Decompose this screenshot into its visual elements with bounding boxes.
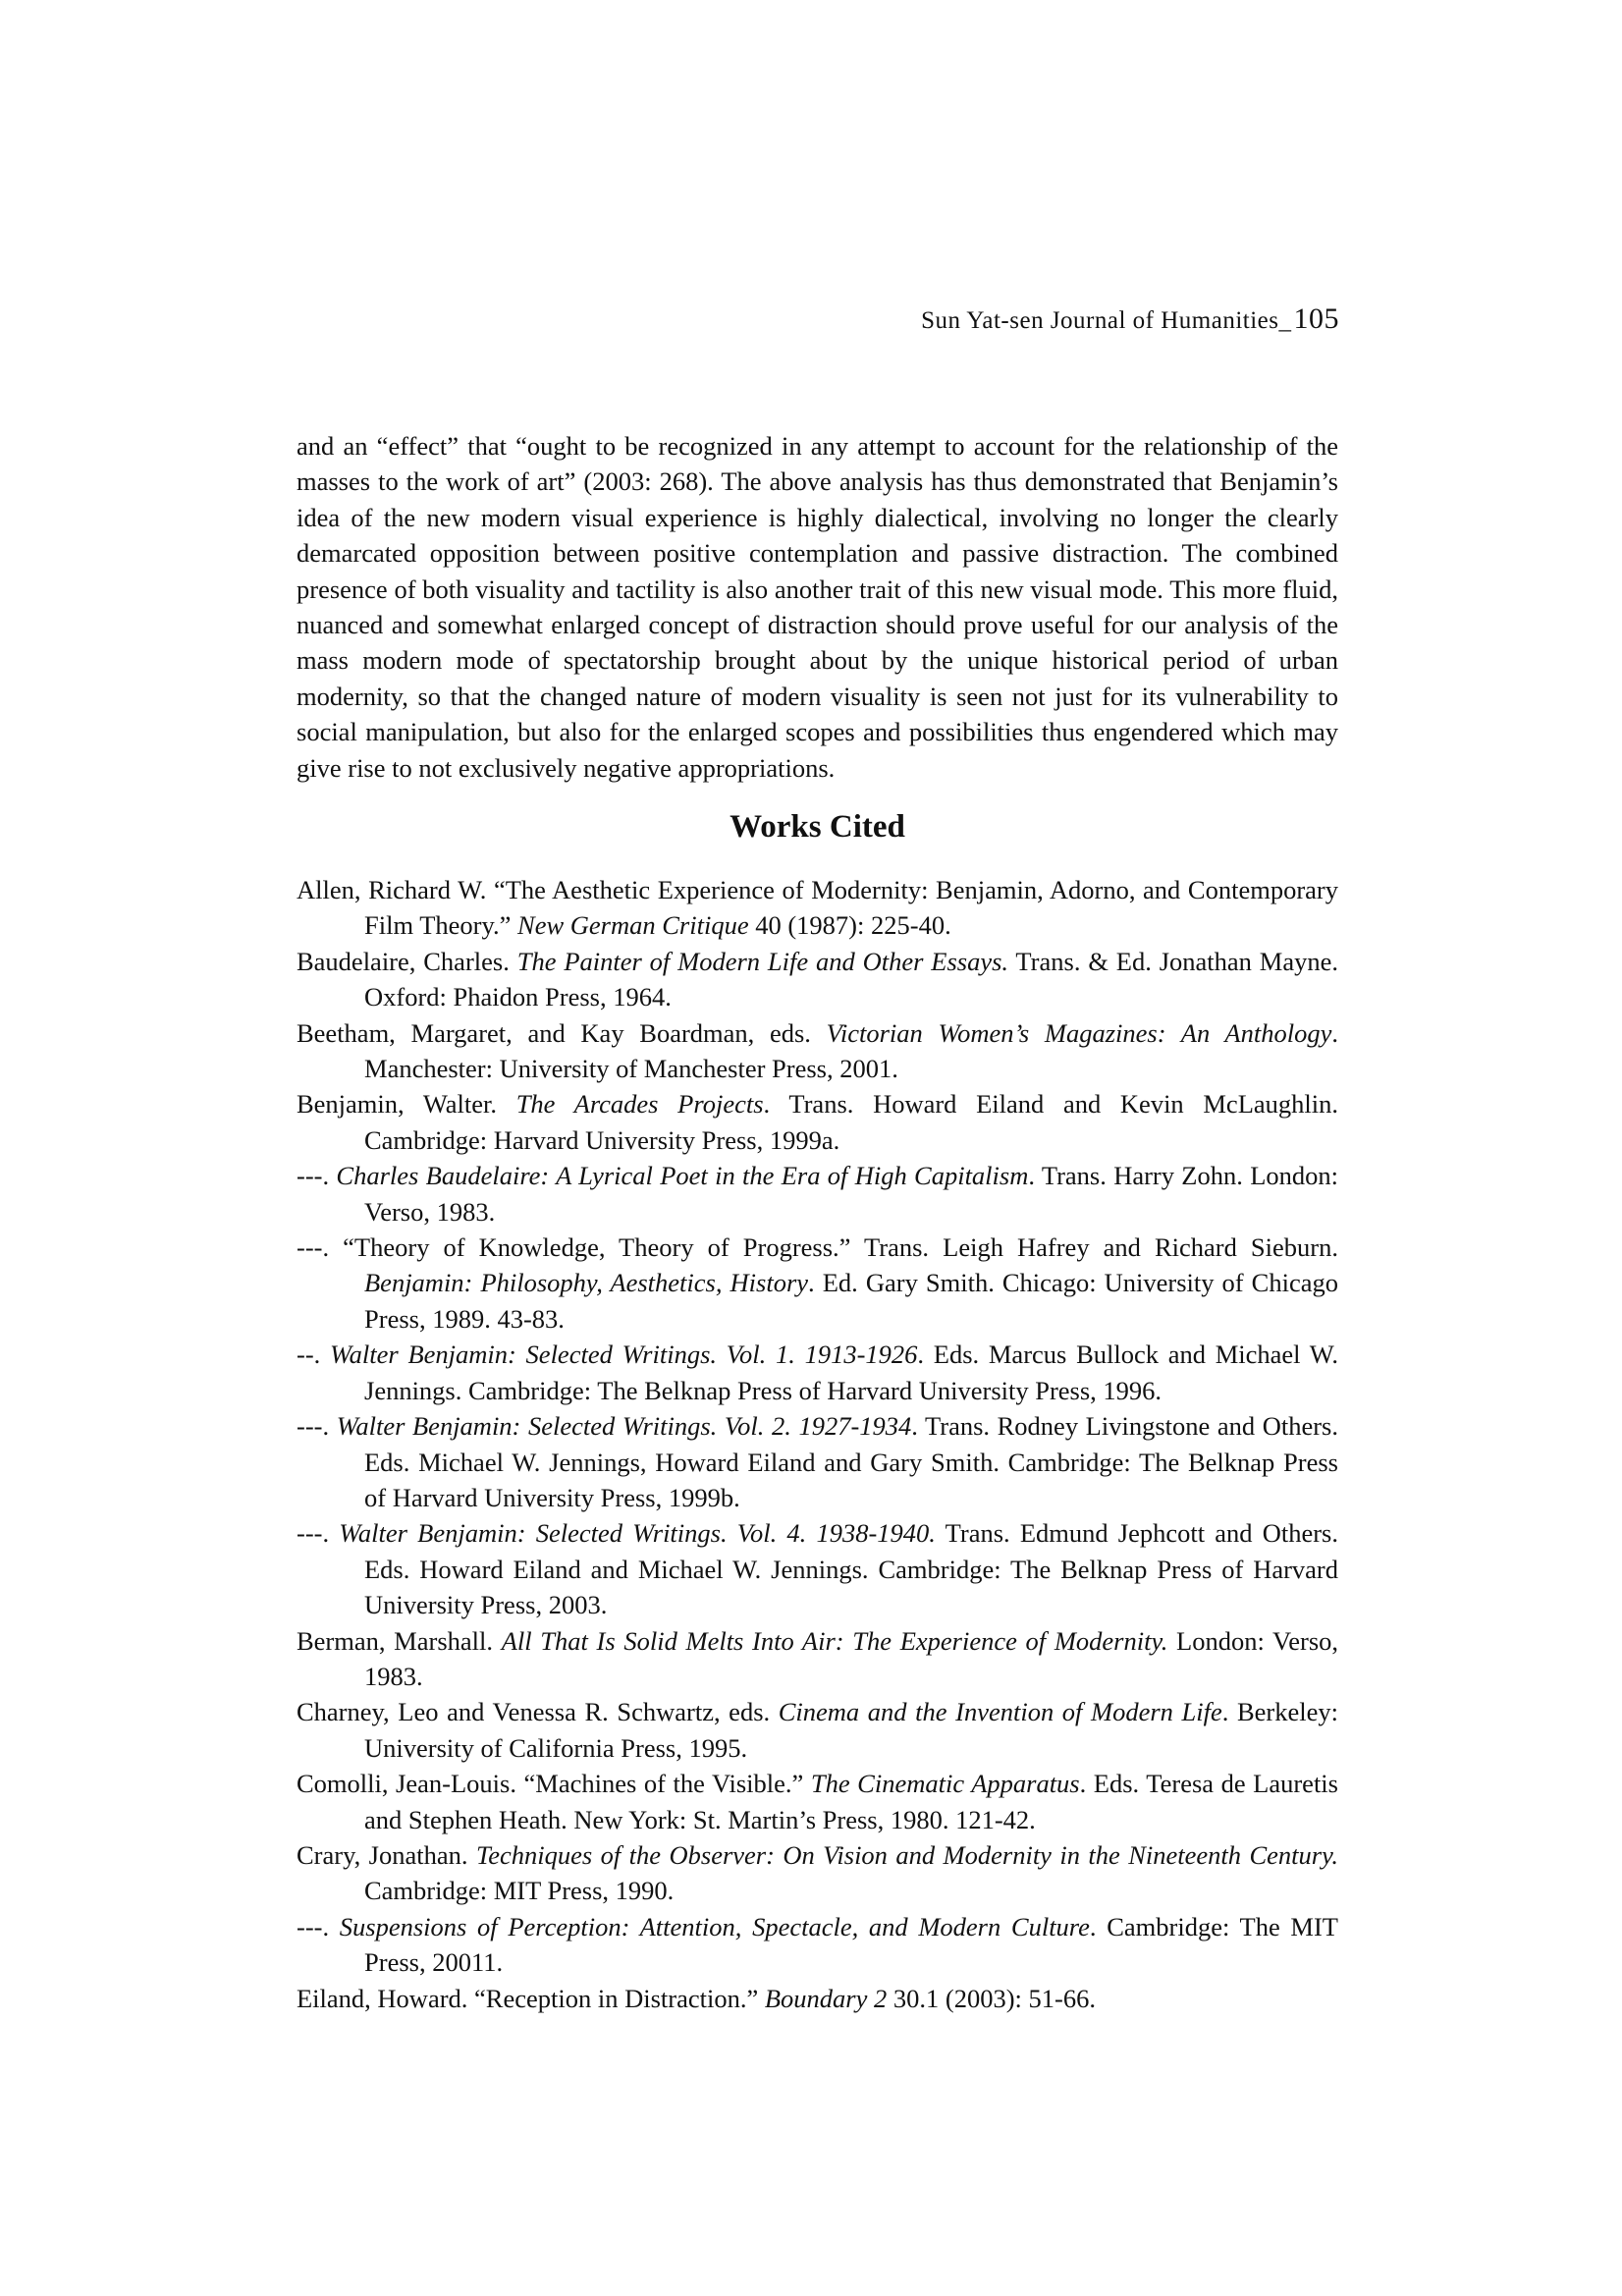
reference-title: New German Critique bbox=[517, 910, 749, 941]
reference-text: Beetham, Margaret, and Kay Boardman, eds. bbox=[297, 1017, 827, 1048]
reference-title: Walter Benjamin: Selected Writings. Vol. 2. 1927-1934 bbox=[336, 1411, 912, 1442]
reference-text: . Manchester: University of Manchester Press, 2001. bbox=[364, 1017, 1338, 1084]
works-cited-list bbox=[297, 872, 1338, 2016]
reference-text: Trans. Edmund Jephcott and Others. Eds. Howard Eiland and Michael W. Jennings. Cambridge: The Belknap Press of Harvard University Press, 2003. bbox=[364, 1518, 1338, 1620]
reference-text: . Trans. Harry Zohn. London: Verso, 1983. bbox=[364, 1161, 1338, 1227]
reference-title: Walter Benjamin: Selected Writings. Vol. 4. 1938-1940. bbox=[339, 1518, 936, 1549]
reference-text: ---. bbox=[297, 1411, 337, 1442]
reference-title: The Cinematic Apparatus bbox=[810, 1769, 1080, 1799]
reference-title: Victorian Women’s Magazines: An Anthology bbox=[826, 1017, 1332, 1048]
reference-entry bbox=[297, 944, 1338, 1015]
reference-text: ---. “Theory of Knowledge, Theory of Progress.” Trans. Leigh Hafrey and Richard Sieburn. bbox=[297, 1232, 1338, 1263]
reference-text: . Eds. Marcus Bullock and Michael W. Jennings. Cambridge: The Belknap Press of Harvard University Press, 1996. bbox=[364, 1339, 1338, 1405]
reference-title: Suspensions of Perception: Attention, Spectacle, and Modern Culture bbox=[339, 1911, 1090, 1941]
reference-entry bbox=[297, 1515, 1338, 1622]
reference-entry bbox=[297, 1981, 1338, 2016]
page-number: 105 bbox=[1293, 302, 1339, 335]
reference-text: 40 (1987): 225-40. bbox=[748, 910, 951, 941]
reference-text: ---. bbox=[297, 1911, 340, 1941]
reference-text: . Eds. Teresa de Lauretis and Stephen Heath. New York: St. Martin’s Press, 1980. 121-42. bbox=[364, 1769, 1338, 1834]
reference-title: Cinema and the Invention of Modern Life bbox=[778, 1697, 1222, 1727]
reference-text: --. bbox=[297, 1339, 331, 1370]
reference-title: Boundary 2 bbox=[764, 1983, 888, 2013]
reference-text: . Berkeley: University of California Press, 1995. bbox=[364, 1697, 1339, 1763]
reference-text: Eiland, Howard. “Reception in Distraction.” bbox=[297, 1983, 765, 2013]
reference-text: ---. bbox=[297, 1161, 337, 1191]
reference-entry bbox=[297, 1337, 1338, 1408]
reference-text: Baudelaire, Charles. bbox=[297, 946, 517, 976]
reference-entry bbox=[297, 1694, 1338, 1766]
reference-entry bbox=[297, 1623, 1338, 1695]
reference-text: ---. bbox=[297, 1518, 340, 1549]
reference-title: Techniques of the Observer: On Vision and Modernity in the Nineteenth Century. bbox=[475, 1839, 1338, 1870]
reference-title: All That Is Solid Melts Into Air: The Experience of Modernity. bbox=[501, 1625, 1168, 1656]
reference-text: Cambridge: MIT Press, 1990. bbox=[364, 1876, 675, 1906]
reference-text: Trans. & Ed. Jonathan Mayne. Oxford: Phaidon Press, 1964. bbox=[364, 946, 1338, 1012]
reference-text: . Trans. Rodney Livingstone and Others. Eds. Michael W. Jennings, Howard Eiland and Gary Smith. Cambridge: The Belknap Press of Harvard University Press, 1999b. bbox=[364, 1411, 1338, 1512]
reference-text: Allen, Richard W. “The Aesthetic Experience of Modernity: Benjamin, Adorno, and Contemporary Film Theory.” bbox=[297, 875, 1338, 941]
running-header bbox=[921, 302, 1339, 336]
reference-text: Comolli, Jean-Louis. “Machines of the Visible.” bbox=[297, 1769, 811, 1799]
reference-title: The Painter of Modern Life and Other Essays. bbox=[516, 946, 1009, 976]
reference-text: Berman, Marshall. bbox=[297, 1625, 502, 1656]
works-cited-heading: Works Cited bbox=[730, 809, 905, 845]
reference-title: Benjamin: Philosophy, Aesthetics, History bbox=[364, 1268, 809, 1298]
reference-text: . Trans. Howard Eiland and Kevin McLaughlin. Cambridge: Harvard University Press, 1999a. bbox=[364, 1089, 1338, 1155]
reference-text: . Ed. Gary Smith. Chicago: University of Chicago Press, 1989. 43-83. bbox=[364, 1268, 1338, 1334]
reference-text: Charney, Leo and Venessa R. Schwartz, eds. bbox=[297, 1697, 779, 1727]
reference-entry bbox=[297, 1015, 1338, 1087]
reference-text: 30.1 (2003): 51-66. bbox=[887, 1983, 1096, 2013]
reference-entry bbox=[297, 1158, 1338, 1230]
reference-entry bbox=[297, 1230, 1338, 1337]
journal-title: Sun Yat-sen Journal of Humanities_ bbox=[921, 307, 1292, 334]
reference-text: . Cambridge: The MIT Press, 20011. bbox=[364, 1911, 1338, 1978]
reference-entry bbox=[297, 1766, 1338, 1837]
reference-entry bbox=[297, 1837, 1338, 1909]
reference-entry bbox=[297, 1408, 1338, 1515]
reference-title: The Arcades Projects bbox=[515, 1089, 764, 1120]
reference-title: Charles Baudelaire: A Lyrical Poet in the Era of High Capitalism bbox=[336, 1161, 1029, 1191]
reference-text: London: Verso, 1983. bbox=[364, 1625, 1339, 1691]
body-paragraph: and an “effect” that “ought to be recognized in any attempt to account for the relationship of the masses to the work of art” (2003: 268). The above analysis has thus demonstrated that Benjamin’s idea of the new modern visual experience is highly dialectical, involving no longer the clearly demarcated opposition between positive contemplation and passive distraction. The combined presence of both visuality and tactility is also another trait of this new visual mode. This more fluid, nuanced and somewhat enlarged concept of distraction should prove useful for our analysis of the mass modern mode of spectatorship brought about by the unique historical period of urban modernity, so that the changed nature of modern visuality is seen not just for its vulnerability to social manipulation, but also for the enlarged scopes and possibilities thus engendered which may give rise to not exclusively negative appropriations. bbox=[297, 431, 1338, 783]
reference-entry bbox=[297, 1909, 1338, 1981]
reference-text: Crary, Jonathan. bbox=[297, 1839, 476, 1870]
reference-text: Benjamin, Walter. bbox=[297, 1089, 516, 1120]
reference-title: Walter Benjamin: Selected Writings. Vol. 1. 1913-1926 bbox=[330, 1339, 918, 1370]
reference-entry bbox=[297, 1086, 1338, 1158]
reference-entry bbox=[297, 872, 1338, 944]
